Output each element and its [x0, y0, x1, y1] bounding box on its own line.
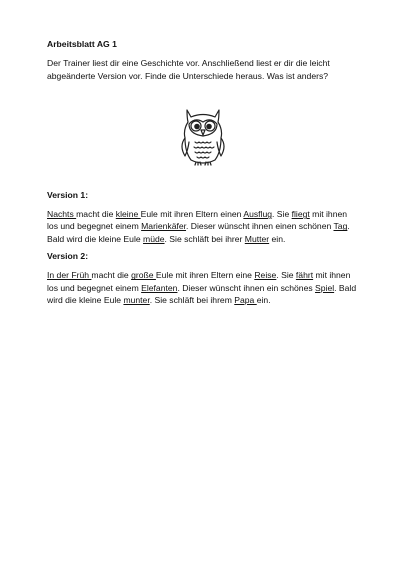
version2-heading: Version 2:: [47, 251, 89, 262]
highlighted-word: kleine: [115, 209, 141, 220]
highlighted-word: fährt: [295, 270, 314, 281]
story-text: Eule mit ihren Eltern eine: [155, 270, 255, 281]
highlighted-word: große: [131, 270, 156, 281]
worksheet-instructions: Der Trainer liest dir eine Geschichte vor. Anschließend liest er dir die leicht abgeänderte Version vor. Finde die Unterschiede heraus. Was ist anders?: [47, 58, 330, 81]
highlighted-word: Papa: [234, 294, 257, 305]
story-text: . Sie: [272, 209, 292, 220]
owl-illustration: [47, 102, 359, 170]
version1-story: [47, 208, 359, 245]
highlighted-word: Ausflug: [243, 209, 273, 220]
story-text: Eule mit ihren Eltern einen: [140, 209, 244, 220]
worksheet-title: Arbeitsblatt AG 1: [47, 39, 117, 49]
version1-heading: Version 1:: [47, 189, 89, 200]
story-text: . Dieser wünscht ihnen ein schönes: [177, 282, 316, 293]
highlighted-word: Reise: [254, 270, 277, 281]
story-text: mit ihnen los und begegnet einem: [47, 209, 348, 232]
highlighted-word: Elefanten: [141, 282, 178, 293]
story-text: . Sie schläft bei ihrem: [149, 294, 235, 305]
story-text: macht die: [76, 209, 116, 220]
story-text: ein.: [269, 233, 286, 244]
story-text: macht die: [91, 270, 132, 281]
story-text: . Sie schläft bei ihrer: [164, 233, 245, 244]
story-text: . Bald wird die kleine Eule: [47, 282, 357, 305]
highlighted-word: Marienkäfer: [141, 221, 187, 232]
story-text: . Bald wird die kleine Eule: [47, 221, 350, 244]
highlighted-word: Nachts: [47, 209, 77, 220]
highlighted-word: Mutter: [244, 233, 270, 244]
highlighted-word: müde: [143, 233, 165, 244]
version2-story: [47, 269, 359, 306]
story-text: . Sie: [276, 270, 296, 281]
story-text: ein.: [256, 294, 271, 305]
highlighted-word: fliegt: [291, 209, 310, 220]
highlighted-word: munter: [123, 294, 150, 305]
worksheet-content: [47, 38, 359, 311]
story-text: mit ihnen los und begegnet einem: [47, 270, 351, 293]
owl-icon: [175, 102, 231, 170]
story-text: . Dieser wünscht ihnen einen schönen: [186, 221, 334, 232]
highlighted-word: Tag: [333, 221, 348, 232]
highlighted-word: In der Früh: [47, 270, 92, 281]
highlighted-word: Spiel: [315, 282, 335, 293]
